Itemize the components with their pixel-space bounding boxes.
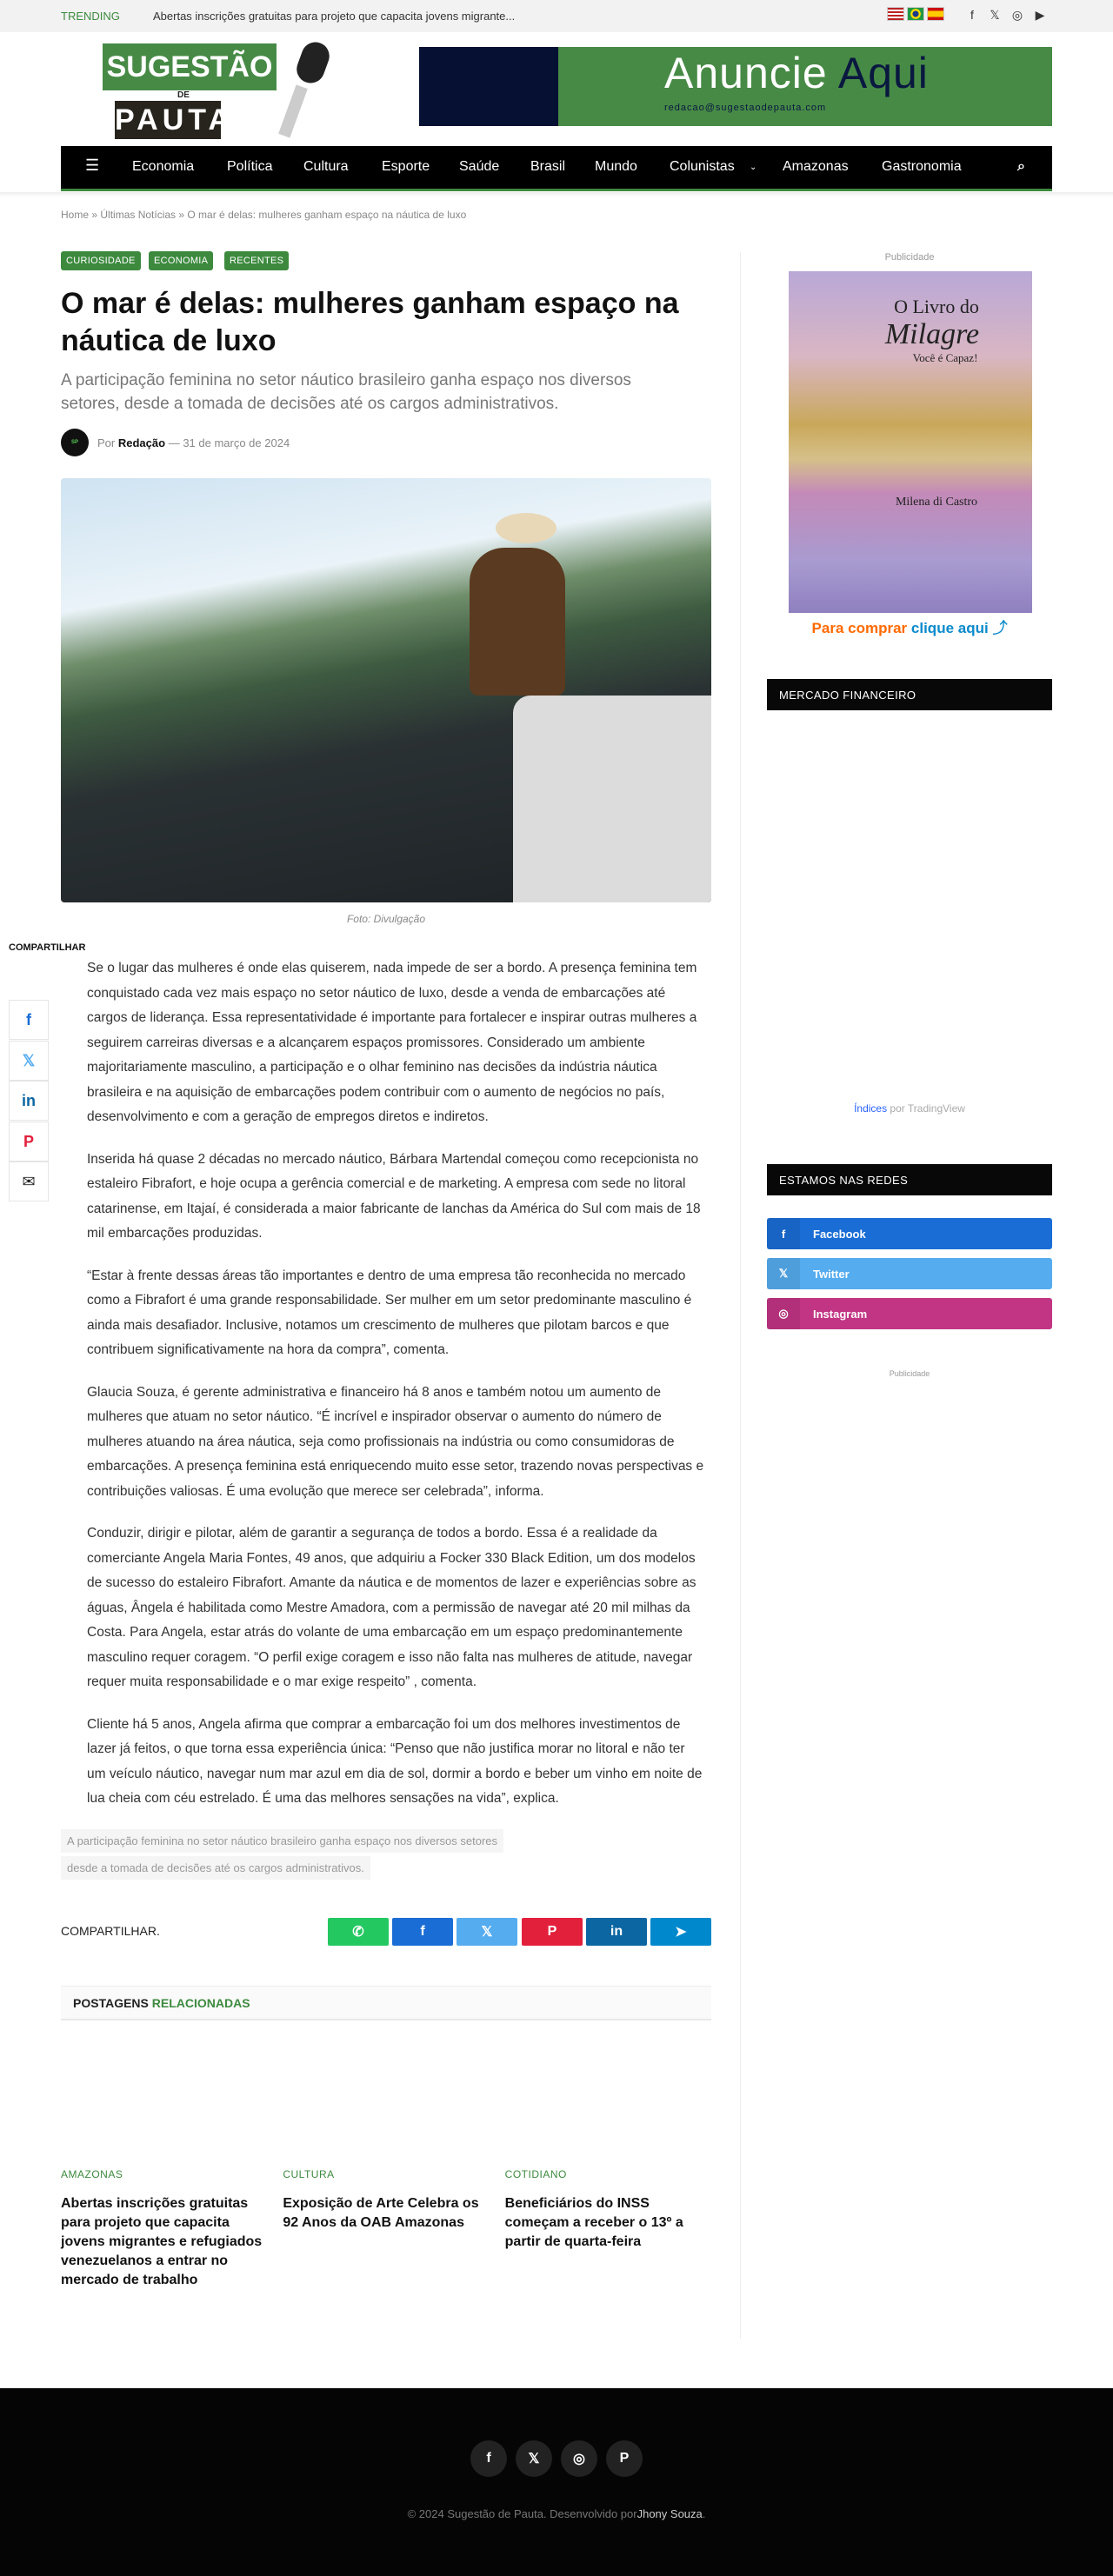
related-category[interactable]: CULTURA: [283, 2167, 335, 2180]
share-pinterest-button[interactable]: P: [522, 1918, 583, 1946]
share-pinterest-icon[interactable]: P: [9, 1122, 49, 1162]
breadcrumb-current: O mar é delas: mulheres ganham espaço na náutica de luxo: [187, 209, 467, 221]
microphone-handle: [278, 84, 308, 137]
author-link[interactable]: Redação: [117, 436, 166, 449]
x-icon[interactable]: 𝕏: [990, 8, 1000, 22]
article-title: O mar é delas: mulheres ganham espaço na náutica de luxo: [61, 287, 679, 357]
share-linkedin-icon[interactable]: in: [9, 1081, 49, 1121]
article-paragraph: “Estar à frente dessas áreas tão importantes e dentro de uma empresa tão reconhecida no mercado como a Fibrafort é uma grande responsabilidade. Ser mulher em um setor predominante masculino é ainda mais desafiador. Inclusive, notamos um crescimento de mulheres que pilotam barcos e que contribuem significativamente na hora da compra”, comenta.: [87, 1268, 692, 1357]
book-author: Milena di Castro: [895, 496, 978, 509]
related-category[interactable]: COTIDIANO: [504, 2167, 567, 2180]
flag-us-icon[interactable]: [887, 7, 904, 21]
logo-line3: PAUTA: [115, 101, 221, 139]
book-title-2: Milagre: [884, 318, 980, 350]
header-shadow: [0, 192, 1113, 197]
breadcrumb-home[interactable]: Home: [61, 209, 90, 221]
post-tags: [61, 1829, 583, 1883]
related-posts: [61, 2168, 711, 2290]
footer-facebook-icon[interactable]: f: [470, 2440, 507, 2477]
article-paragraph: Glaucia Souza, é gerente administrativa e financeiro há 8 anos e também notou um aumento de mulheres que atuam no setor náutico. “É incrível e inspirador observar o aumento do número de mulheres atuando na área náutica, seja como profissionais na indústria ou como consumidoras de embarcações. A presença feminina está enriquecendo muito esse setor, trazendo novas perspectivas e contribuições valiosas. É uma evolução que merece ser celebrada”, informa.: [87, 1384, 704, 1499]
buy-click: clique aqui: [910, 620, 989, 636]
book-subtitle: Você é Capaz!: [912, 351, 978, 364]
footer: [0, 2388, 1113, 2576]
share-telegram-button[interactable]: ➤: [650, 1918, 711, 1946]
share-sidebar-label: COMPARTILHAR: [9, 942, 86, 953]
arrow-icon: ⤴: [992, 620, 1008, 636]
buy-text: Para comprar: [811, 620, 908, 636]
logo-line2: DE: [177, 90, 190, 100]
megaphone-icon: [419, 47, 558, 126]
footer-instagram-icon[interactable]: ◎: [561, 2440, 597, 2477]
footer-pinterest-icon[interactable]: P: [606, 2440, 643, 2477]
share-email-icon[interactable]: ✉: [9, 1162, 49, 1201]
instagram-icon: ◎: [767, 1298, 800, 1329]
x-icon: 𝕏: [767, 1258, 800, 1289]
footer-x-icon[interactable]: 𝕏: [516, 2440, 552, 2477]
ad-label: Publicidade: [884, 252, 935, 263]
breadcrumb-sep: »: [89, 209, 101, 221]
nav-item-politica[interactable]: Política: [227, 159, 273, 174]
article-body: [87, 956, 706, 1812]
image-figure: [470, 548, 565, 696]
tradingview-link[interactable]: Índices: [854, 1102, 888, 1115]
tag-curiosidade[interactable]: CURIOSIDADE: [61, 251, 141, 270]
facebook-icon[interactable]: f: [970, 8, 974, 22]
related-head2: RELACIONADAS: [151, 1995, 250, 2010]
related-posts-heading: [61, 1986, 711, 2020]
image-hat: [496, 513, 556, 543]
sidebar-divider: [740, 252, 741, 2339]
site-logo[interactable]: [103, 42, 339, 139]
share-whatsapp-button[interactable]: ✆: [328, 1918, 389, 1946]
social-label: Facebook: [813, 1227, 866, 1241]
related-post[interactable]: [61, 2168, 267, 2290]
social-label: Twitter: [813, 1267, 850, 1281]
image-caption: Foto: Divulgação: [346, 913, 426, 925]
trending-label: TRENDING: [61, 10, 120, 23]
tradingview-credit: [767, 1102, 1052, 1115]
publish-date: 31 de março de 2024: [183, 436, 290, 449]
social-facebook-button[interactable]: [767, 1218, 1052, 1249]
banner-email: redacao@sugestaodepauta.com: [664, 103, 827, 113]
breadcrumb: [61, 209, 466, 221]
share-bottom-label: COMPARTILHAR.: [61, 1923, 160, 1938]
social-instagram-button[interactable]: [767, 1298, 1052, 1329]
related-title[interactable]: Abertas inscrições gratuitas para projeto que capacita jovens migrantes e refugiados venezuelanos a entrar no mercado de trabalho: [61, 2195, 263, 2287]
copyright-end: .: [702, 2507, 706, 2520]
related-head1: POSTAGENS: [73, 1995, 149, 2010]
article-paragraph: Conduzir, dirigir e pilotar, além de garantir a segurança de todos a bordo. Essa é a realidade da comerciante Angela Maria Fontes, 49 anos, que adquiriu a Focker 330 Black Edition, um dos modelos de sucesso do estaleiro Fibrafort. Amante da náutica e de momentos de lazer e experiências sobre as águas, Ângela é habilitada como Mestre Amadora, com a permissão de navegar até 20 mil milhas da Costa. Para Angela, estar atrás do volante de uma embarcação em um espaço predominantemente masculino requer coragem. “O perfil exige coragem e isso não falta nas mulheres de atitude, navegar requer muita responsabilidade e o mar exige respeito” , comenta.: [87, 1526, 696, 1689]
related-title[interactable]: Exposição de Arte Celebra os 92 Anos da OAB Amazonas: [283, 2195, 479, 2230]
instagram-icon[interactable]: ◎: [1011, 8, 1023, 22]
article-flow: [61, 956, 711, 2290]
meta-dash: —: [168, 436, 180, 449]
main-nav: [61, 146, 1052, 191]
tradingview-rest: por TradingView: [887, 1102, 965, 1115]
share-bottom-row: [61, 1918, 711, 1946]
banner-word1: Anuncie: [664, 49, 828, 97]
logo-line1: SUGESTÃO: [103, 43, 277, 90]
nav-item-cultura[interactable]: Cultura: [303, 159, 349, 174]
post-tag[interactable]: desde a tomada de decisões até os cargos administrativos.: [61, 1856, 370, 1880]
nav-item-saude[interactable]: Saúde: [459, 159, 500, 174]
related-title[interactable]: Beneficiários do INSS começam a receber o 13º a partir de quarta-feira: [504, 2195, 683, 2249]
share-facebook-button[interactable]: f: [392, 1918, 453, 1946]
related-category[interactable]: AMAZONAS: [61, 2167, 123, 2180]
nav-item-economia[interactable]: Economia: [132, 159, 195, 174]
book-ad-image[interactable]: [789, 271, 1032, 613]
article-paragraph: Cliente há 5 anos, Angela afirma que comprar a embarcação foi um dos melhores investimentos de lazer já feitos, o que torna essa experiência única: “Penso que não justifica morar no litoral e não ter um veículo náutico, navegar num mar azul em dia de sol, dormir a bordo e beber um vinho em noite de lua cheia com céu estrelado. É uma das melhores sensações na vida”, explica.: [87, 1716, 703, 1806]
developer-link[interactable]: Jhony Souza: [636, 2507, 703, 2520]
book-title-1: O Livro do: [894, 296, 979, 317]
avatar[interactable]: SP: [61, 429, 89, 456]
chevron-down-icon: ⌄: [750, 163, 757, 172]
facebook-icon: f: [767, 1218, 800, 1249]
banner-headline: [664, 49, 929, 97]
share-facebook-icon[interactable]: f: [9, 1000, 49, 1040]
post-tag[interactable]: A participação feminina no setor náutico brasileiro ganha espaço nos diversos setores: [61, 1829, 503, 1853]
footer-copyright: [0, 2507, 1113, 2520]
image-seat: [513, 696, 711, 902]
youtube-icon[interactable]: ▶: [1035, 8, 1045, 22]
share-x-icon[interactable]: 𝕏: [9, 1041, 49, 1081]
flag-br-icon[interactable]: [907, 7, 924, 21]
tag-economia[interactable]: ECONOMIA: [149, 251, 213, 270]
nav-item-brasil[interactable]: Brasil: [530, 159, 566, 174]
article-paragraph: Inserida há quase 2 décadas no mercado náutico, Bárbara Martendal começou como recepcionista no estaleiro Fibrafort, e hoje ocupa a gerência comercial e de marketing. A empresa com sede no litoral catarinense, em Itajaí, é considerada a maior fabricante de lanchas da América do Sul com mais de 18 mil embarcações produzidas.: [87, 1151, 701, 1241]
share-linkedin-button[interactable]: in: [586, 1918, 647, 1946]
hamburger-menu-icon[interactable]: ☰: [85, 156, 100, 174]
buy-link[interactable]: [767, 616, 1052, 637]
tag-recentes[interactable]: RECENTES: [224, 251, 289, 270]
market-widget-heading: MERCADO FINANCEIRO: [767, 679, 1052, 710]
article-featured-image: [61, 478, 711, 902]
related-post[interactable]: [283, 2168, 489, 2290]
banner-word2: Aqui: [837, 49, 929, 97]
article-subtitle: A participação feminina no setor náutico brasileiro ganha espaço nos diversos setores, desde a tomada de decisões até os cargos administrativos.: [61, 371, 631, 413]
social-twitter-button[interactable]: [767, 1258, 1052, 1289]
by-label: Por: [97, 436, 116, 449]
search-icon[interactable]: ⌕: [1017, 159, 1025, 174]
author-meta: [61, 428, 290, 457]
nav-item-mundo[interactable]: Mundo: [595, 159, 637, 174]
nav-item-gastronomia[interactable]: Gastronomia: [882, 159, 962, 174]
related-post[interactable]: [505, 2168, 711, 2290]
social-label: Instagram: [813, 1307, 868, 1321]
breadcrumb-sep: »: [176, 209, 188, 221]
nav-item-colunistas[interactable]: Colunistas: [670, 159, 735, 174]
ad-banner[interactable]: [419, 47, 1052, 126]
social-widget-heading: ESTAMOS NAS REDES: [767, 1164, 1052, 1195]
microphone-icon: [293, 38, 333, 87]
ad-label: Publicidade: [889, 1369, 930, 1378]
trending-link[interactable]: Abertas inscrições gratuitas para projeto que capacita jovens migrante...: [153, 10, 516, 23]
share-x-button[interactable]: 𝕏: [457, 1918, 517, 1946]
flag-es-icon[interactable]: [927, 7, 944, 21]
nav-item-esporte[interactable]: Esporte: [382, 159, 430, 174]
breadcrumb-section[interactable]: Últimas Notícias: [100, 209, 177, 221]
article-paragraph: Se o lugar das mulheres é onde elas quiserem, nada impede de ser a bordo. A presença feminina tem conquistado cada vez mais espaço no setor náutico de luxo, desde a venda de embarcações até cargos de liderança. Essa representatividade é importante para fortalecer e inspirar outras mulheres a seguirem carreiras diversas e a alcançarem espaços promissores. Considerado um ambiente majoritariamente masculino, a participação e o olhar feminino nas decisões da indústria náutica brasileira e na aquisição de embarcações podem contribuir com o aumento de negócios no país, desenvolvimento e com a geração de empregos diretos e indiretos.: [87, 961, 697, 1124]
nav-item-amazonas[interactable]: Amazonas: [783, 159, 849, 174]
copyright-text: © 2024 Sugestão de Pauta. Desenvolvido por: [407, 2507, 637, 2520]
